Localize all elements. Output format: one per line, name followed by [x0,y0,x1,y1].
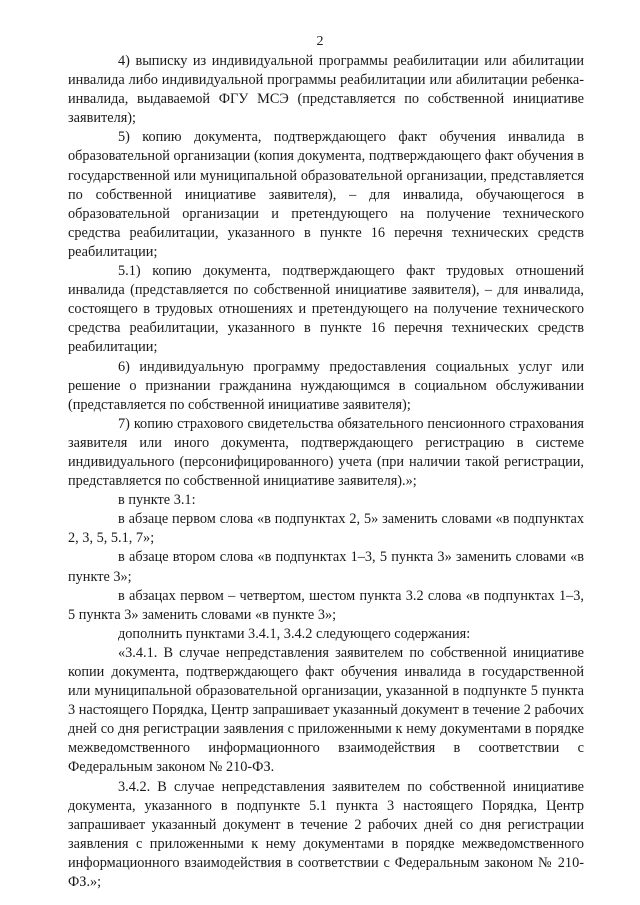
page-number: 2 [316,34,324,49]
paragraph-item-4: 4) выписку из индивидуальной программы реабилитации или абилитации инвалида либо индивидуальной программы реабилитации или абилитации ребенка-инвалида, выдаваемой ФГУ МСЭ (представляется по собственной инициативе заявителя); [68,53,584,127]
paragraph-item-5-1: 5.1) копию документа, подтверждающего факт трудовых отношений инвалида (представляется по собственной инициативе заявителя), – для инвалида, состоящего в трудовых отношениях и претендующего на получение технического средства реабилитации, указанного в пункте 16 перечня технических средств реабилитации; [68,263,584,356]
paragraph-amend-3-2: в абзацах первом – четвертом, шестом пункта 3.2 слова «в подпунктах 1–3, 5 пункта 3» заменить словами «в пункте 3»; [68,587,584,623]
paragraph-item-6: 6) индивидуальную программу предоставления социальных услуг или решение о признании гражданина нуждающимся в социальном обслуживании (представляется по собственной инициативе заявителя); [68,358,584,413]
paragraph-item-7: 7) копию страхового свидетельства обязательного пенсионного страхования заявителя или иного документа, подтверждающего регистрацию в системе индивидуального (персонифицированного) учета (при наличии такой регистрации, представляется по собственной инициативе заявителя).»; [68,415,584,490]
paragraph-point-3-4-2: 3.4.2. В случае непредставления заявителем по собственной инициативе документа, указанного в подпункте 5.1 пункта 3 настоящего Порядка, Центр запрашивает указанный документ в течение 2 рабочих дней со дня регистрации заявления с приложенными к нему документами в порядке межведомственного информационного взаимодействия в соответствии с Федеральным законом № 210-ФЗ.»; [68,778,584,891]
paragraph-amend-second: в абзаце втором слова «в подпунктах 1–3, 5 пункта 3» заменить словами «в пункте 3»; [68,549,584,585]
paragraph-point-3-1: в пункте 3.1: [118,492,196,509]
paragraph-item-5: 5) копию документа, подтверждающего факт обучения инвалида в образовательной организации (копия документа, подтверждающего факт обучения в государственной или муниципальной образовательной организации, представляется по собственной инициативе заявителя), – для инвалида, обучающегося в образовательной организации и претендующего на получение технического средства реабилитации, указанного в пункте 16 перечня технических средств реабилитации; [68,129,584,260]
document-body [68,52,584,892]
paragraph-amend-first: в абзаце первом слова «в подпунктах 2, 5» заменить словами «в подпунктах 2, 3, 5, 5.1, 7»; [68,511,584,547]
paragraph-add-points: дополнить пунктами 3.4.1, 3.4.2 следующего содержания: [118,625,471,642]
paragraph-point-3-4-1: «3.4.1. В случае непредставления заявителем по собственной инициативе копии документа, подтверждающего факт обучения инвалида в государственной или муниципальной образовательной организации, указанной в подпункте 5 пункта 3 настоящего Порядка, Центр запрашивает указанный документ в течение 2 рабочих дней со дня регистрации заявления с приложенными к нему документами в порядке межведомственного информационного взаимодействия в соответствии с Федеральным законом № 210-ФЗ. [68,644,584,776]
